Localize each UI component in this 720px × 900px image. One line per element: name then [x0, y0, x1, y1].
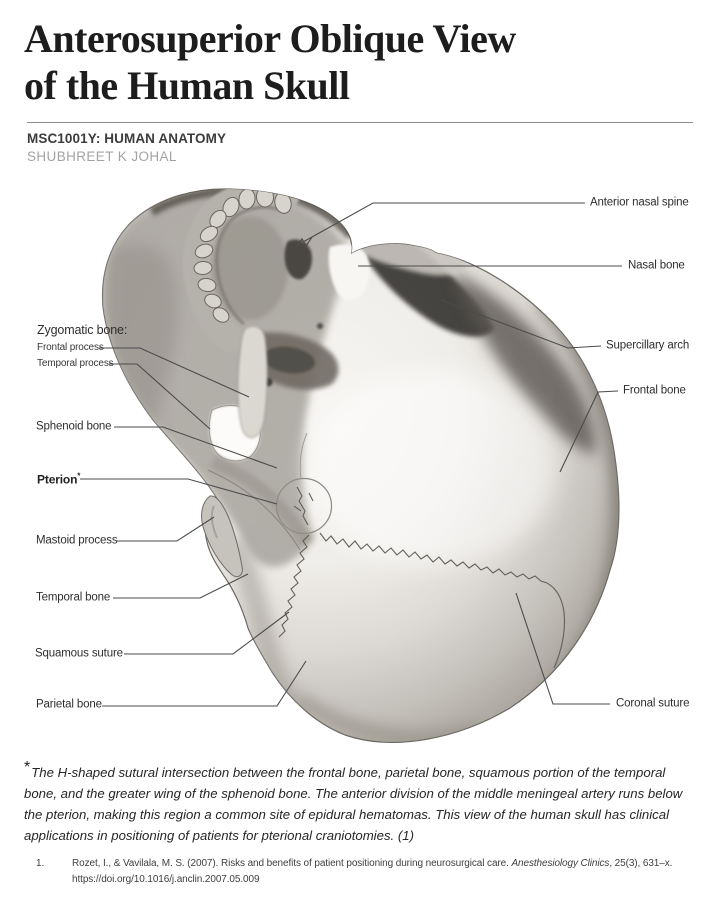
citation-text-after-journal: , 25(3), 631–x.: [609, 858, 673, 869]
citation-journal-name: Anesthesiology Clinics: [511, 858, 610, 869]
course-code: MSC1001Y: HUMAN ANATOMY: [27, 131, 227, 146]
label-anterior-nasal-spine: Anterior nasal spine: [590, 196, 689, 209]
page-title-line2: of the Human Skull: [24, 62, 350, 108]
footnote-asterisk: *: [24, 759, 31, 776]
label-zygomatic-bone-heading: Zygomatic bone:: [37, 322, 128, 337]
label-nasal-bone: Nasal bone: [628, 259, 685, 272]
reference-number: 1.: [36, 858, 45, 869]
reference-citation-line: [72, 856, 684, 872]
label-coronal-suture: Coronal suture: [616, 697, 690, 710]
label-pterion-text: Pterion: [37, 472, 78, 487]
leader-mastoid-process: [117, 517, 214, 541]
label-frontal-bone: Frontal bone: [623, 384, 686, 397]
reference-citation: [72, 856, 684, 888]
page-title-line1: Anterosuperior Oblique View: [24, 16, 516, 61]
label-temporal-process: Temporal process: [37, 358, 114, 369]
label-parietal-bone: Parietal bone: [36, 698, 102, 711]
citation-text-before-journal: Rozet, I., & Vavilala, M. S. (2007). Risks and benefits of patient positioning during neurosurgical care.: [72, 858, 512, 869]
label-squamous-suture: Squamous suture: [35, 647, 123, 660]
label-frontal-process: Frontal process: [37, 342, 104, 353]
label-pterion: [37, 473, 80, 486]
citation-doi-link[interactable]: https://doi.org/10.1016/j.anclin.2007.05.009: [72, 874, 260, 885]
label-temporal-bone: Temporal bone: [36, 591, 111, 604]
pterion-footnote: [24, 759, 700, 847]
label-supercillary-arch: Supercillary arch: [606, 339, 690, 352]
label-pterion-asterisk: *: [77, 471, 81, 481]
label-mastoid-process: Mastoid process: [36, 534, 118, 547]
author-name: SHUBHREET K JOHAL: [27, 149, 177, 164]
footnote-text: The H-shaped sutural intersection between the frontal bone, parietal bone, squamous portion of the temporal bone, and the greater wing of the sphenoid bone. The anterior division of the middle meningeal artery runs below the pterion, making this region a common site of epidural hematomas. This view of the human skull has clinical applications in positioning of patients for pterional craniotomies. (1): [24, 765, 683, 844]
reference-entry: [36, 856, 696, 888]
label-sphenoid-bone: Sphenoid bone: [36, 420, 112, 433]
